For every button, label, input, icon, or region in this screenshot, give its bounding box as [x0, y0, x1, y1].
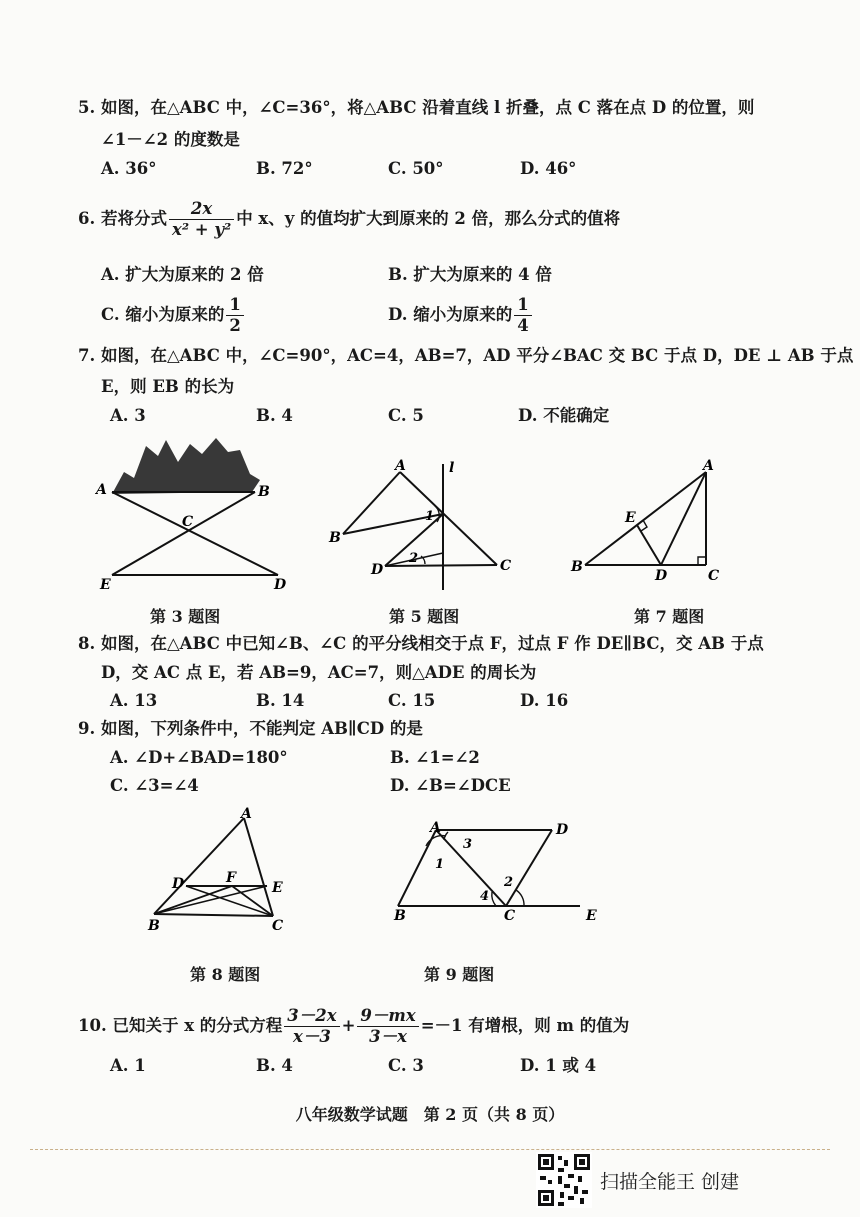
q6-frac-num: 2x: [169, 199, 234, 220]
q10-f2-num: 9－mx: [357, 1006, 418, 1027]
fig9-label-c: C: [504, 908, 516, 924]
fig7-label-e: E: [625, 510, 636, 526]
fig8-label-a: A: [241, 806, 252, 822]
figure-q8: [138, 806, 298, 936]
scan-smudge: [112, 438, 260, 494]
q9-option-a: A. ∠D+∠BAD=180°: [110, 748, 288, 767]
q10-f1-den: x－3: [293, 1027, 331, 1046]
figure-q7: [565, 458, 735, 583]
fig7-label-c: C: [708, 568, 720, 583]
q9-option-c: C. ∠3=∠4: [110, 776, 199, 795]
fig9-label-b: B: [394, 908, 406, 924]
figure-q3: [90, 432, 300, 597]
q10-option-d: D. 1 或 4: [520, 1056, 597, 1075]
fig3-label-b: B: [258, 484, 270, 500]
q6-option-d-den: 4: [517, 316, 529, 335]
figure-q5: [325, 458, 525, 593]
q6-option-d: [388, 295, 534, 336]
q5-option-c: C. 50°: [388, 159, 444, 178]
qr-code-icon: [536, 1152, 592, 1208]
fig3-label-d: D: [274, 577, 287, 593]
fig8-label-f: F: [226, 870, 236, 886]
q5-stem-line2: ∠1－∠2 的度数是: [101, 130, 240, 149]
fig5-label-2: 2: [409, 551, 419, 566]
figure-q9: [388, 818, 608, 928]
fig5-label-c: C: [500, 558, 512, 574]
q10-fraction-1: [284, 1006, 339, 1047]
fig8-label-e: E: [272, 880, 283, 896]
q6-option-d-text: D. 缩小为原来的: [388, 305, 513, 324]
q7-option-d: D. 不能确定: [518, 406, 610, 425]
fig5-label-a: A: [395, 458, 406, 474]
q8-option-a: A. 13: [110, 691, 158, 710]
fig5-label-d: D: [371, 562, 384, 578]
q6-option-c-den: 2: [229, 316, 241, 335]
q9-stem: 9. 如图，下列条件中，不能判定 AB∥CD 的是: [78, 719, 423, 738]
caption-fig9: 第 9 题图: [424, 965, 495, 984]
fig9-label-2: 2: [504, 875, 514, 890]
q10-option-b: B. 4: [256, 1056, 293, 1075]
fig3-label-a: A: [96, 482, 107, 498]
q6-option-d-num: 1: [514, 295, 531, 316]
fig9-label-3: 3: [463, 837, 473, 852]
q5-option-b: B. 72°: [256, 159, 313, 178]
q5-option-a: A. 36°: [101, 159, 157, 178]
caption-fig5: 第 5 题图: [389, 607, 460, 626]
q7-stem-line1: 7. 如图，在△ABC 中，∠C=90°，AC=4，AB=7，AD 平分∠BAC 交 BC 于点 D，DE ⊥ AB 于点: [78, 346, 854, 365]
page-footer: 八年级数学试题 第 2 页（共 8 页）: [295, 1105, 565, 1124]
caption-fig8: 第 8 题图: [190, 965, 261, 984]
caption-fig3: 第 3 题图: [150, 607, 221, 626]
q7-option-c: C. 5: [388, 406, 424, 425]
q10-f2-den: 3－x: [369, 1027, 407, 1046]
q7-option-a: A. 3: [110, 406, 146, 425]
fig9-label-4: 4: [480, 889, 490, 904]
fig5-label-1: 1: [425, 509, 435, 524]
q7-stem-line2: E，则 EB 的长为: [101, 377, 235, 396]
fig8-label-d: D: [172, 876, 185, 892]
fig9-label-a: A: [430, 820, 441, 836]
q6-suffix: 中 x、y 的值均扩大到原来的 2 倍，那么分式的值将: [236, 209, 621, 228]
q6-stem: [78, 199, 620, 240]
q10-fraction-2: [357, 1006, 418, 1047]
q6-prefix: 6. 若将分式: [78, 209, 167, 228]
q9-option-b: B. ∠1=∠2: [390, 748, 480, 767]
q10-suffix: =－1 有增根，则 m 的值为: [420, 1016, 630, 1035]
q10-option-a: A. 1: [110, 1056, 146, 1075]
page-divider: [30, 1149, 830, 1150]
q10-stem: [78, 1006, 629, 1047]
q7-option-b: B. 4: [256, 406, 293, 425]
q8-option-c: C. 15: [388, 691, 436, 710]
fig3-label-e: E: [100, 577, 111, 593]
q6-fraction: [169, 199, 234, 240]
fig5-label-b: B: [329, 530, 341, 546]
q9-option-d: D. ∠B=∠DCE: [390, 776, 511, 795]
fig9-label-d: D: [556, 822, 569, 838]
scanner-watermark: 扫描全能王 创建: [600, 1171, 740, 1193]
q6-frac-den: x² + y²: [171, 220, 232, 239]
fig9-label-1: 1: [435, 857, 445, 872]
q6-option-a: A. 扩大为原来的 2 倍: [101, 265, 264, 284]
q10-prefix: 10. 已知关于 x 的分式方程: [78, 1016, 283, 1035]
fig8-label-c: C: [272, 918, 284, 934]
q10-f1-num: 3－2x: [284, 1006, 339, 1027]
q6-option-c: [101, 295, 246, 336]
fig3-label-c: C: [182, 514, 194, 530]
q6-option-c-text: C. 缩小为原来的: [101, 305, 225, 324]
q5-stem-line1: 5. 如图，在△ABC 中，∠C=36°，将△ABC 沿着直线 l 折叠，点 C 落在点 D 的位置，则: [78, 98, 755, 117]
q5-option-d: D. 46°: [520, 159, 577, 178]
q10-plus: +: [341, 1016, 356, 1035]
q6-option-c-fraction: [226, 295, 243, 336]
q8-option-d: D. 16: [520, 691, 569, 710]
fig7-label-a: A: [703, 458, 714, 474]
q8-option-b: B. 14: [256, 691, 305, 710]
q6-option-d-fraction: [514, 295, 531, 336]
q10-option-c: C. 3: [388, 1056, 424, 1075]
q8-stem-line2: D，交 AC 点 E，若 AB=9，AC=7，则△ADE 的周长为: [101, 663, 537, 682]
q6-option-c-num: 1: [226, 295, 243, 316]
caption-fig7: 第 7 题图: [634, 607, 705, 626]
fig7-label-b: B: [571, 559, 583, 575]
q6-option-b: B. 扩大为原来的 4 倍: [388, 265, 552, 284]
q8-stem-line1: 8. 如图，在△ABC 中已知∠B、∠C 的平分线相交于点 F，过点 F 作 DE∥BC，交 AB 于点: [78, 634, 764, 653]
fig5-label-l: l: [449, 460, 455, 476]
fig9-label-e: E: [586, 908, 597, 924]
fig8-label-b: B: [148, 918, 160, 934]
fig7-label-d: D: [655, 568, 668, 583]
